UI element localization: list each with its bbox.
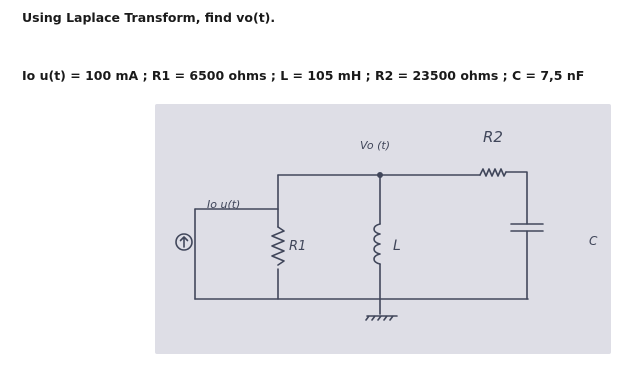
problem-parameters: Io u(t) = 100 mA ; R1 = 6500 ohms ; L = 105 mH ; R2 = 23500 ohms ; C = 7,5 nF (22, 68, 585, 83)
vo-label: Vo (t) (360, 139, 391, 152)
r2-right-wire (506, 172, 527, 224)
capacitor (511, 224, 543, 231)
r1-resistor (272, 227, 284, 265)
l-label: L (393, 238, 401, 254)
problem-title: Using Laplace Transform, find vo(t). (22, 10, 276, 25)
ground-symbol (366, 316, 397, 320)
c-label: C (589, 234, 598, 248)
circuit-photo (155, 104, 611, 354)
r1-label: R1 (289, 239, 307, 254)
circuit-diagram (155, 104, 611, 354)
source-label: Io u(t) (207, 198, 241, 211)
current-source-arrow (181, 237, 188, 247)
r2-label: R2 (483, 128, 503, 146)
r2-resistor (480, 169, 506, 176)
l-inductor (374, 224, 380, 264)
